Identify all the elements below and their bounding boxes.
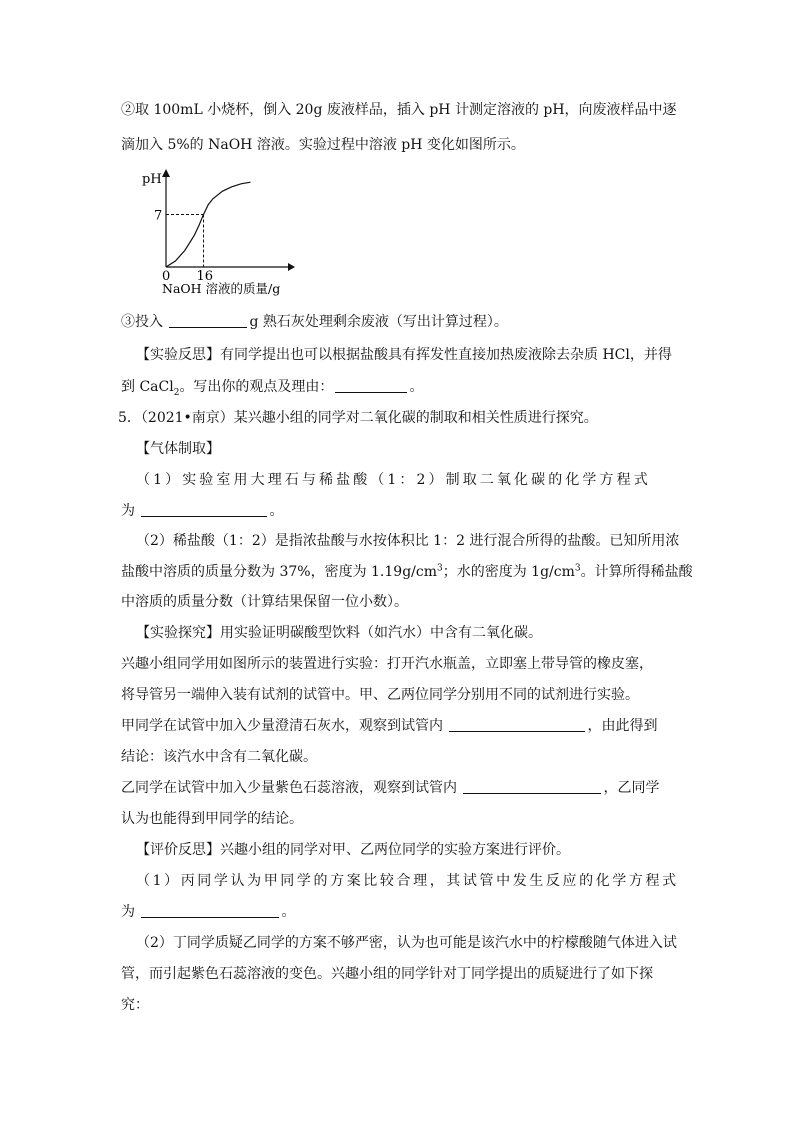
text-segment: 为 xyxy=(121,503,135,519)
text-segment: ，乙同学 xyxy=(603,780,660,796)
text-segment: 到 CaCl xyxy=(121,379,174,395)
text-line: 中溶质的质量分数（计算结果保留一位小数）。 xyxy=(121,594,408,610)
answer-blank[interactable] xyxy=(463,779,601,794)
x-tick-label: 16 xyxy=(196,269,214,284)
origin-label: 0 xyxy=(162,269,171,284)
text-line: 滴加入 5%的 NaOH 溶液。实验过程中溶液 pH 变化如图所示。 xyxy=(121,137,525,153)
text-segment: 。写出你的观点及理由： xyxy=(179,379,334,395)
answer-blank[interactable] xyxy=(169,313,247,328)
text-line: 认为也能得到甲同学的结论。 xyxy=(121,811,303,827)
text-line xyxy=(121,501,283,521)
superscript: 3 xyxy=(574,563,581,574)
text-segment: 甲同学在试管中加入少量澄清石灰水，观察到试管内 xyxy=(121,718,443,734)
x-axis-arrow xyxy=(288,263,295,271)
text-line xyxy=(121,377,423,397)
text-line: 结论：该汽水中含有二氧化碳。 xyxy=(121,749,317,765)
y-axis-arrow xyxy=(162,169,170,177)
text-segment: 为 xyxy=(121,904,135,920)
text-segment: ，由此得到 xyxy=(587,718,658,734)
text-line: 【实验反思】有同学提出也可以根据盐酸具有挥发性直接加热废液除去杂质 HCl，并得 xyxy=(136,347,672,363)
text-segment: 。 xyxy=(269,503,284,519)
text-segment: ③投入 xyxy=(121,314,163,330)
answer-blank[interactable] xyxy=(141,903,279,918)
text-line xyxy=(121,716,657,736)
y-tick-label: 7 xyxy=(154,208,163,224)
answer-blank[interactable] xyxy=(335,378,407,393)
text-segment: 盐酸中溶质的质量分数为 37%，密度为 1.19g/cm xyxy=(121,564,437,580)
text-line: 管，而引起紫色石蕊溶液的变色。兴趣小组的同学针对丁同学提出的质疑进行了如下探 xyxy=(121,966,653,982)
section-heading: 【气体制取】 xyxy=(136,441,220,457)
question-title: 5．（2021•南京）某兴趣小组的同学对二氧化碳的制取和相关性质进行探究。 xyxy=(118,410,598,426)
section-heading: 【评价反思】兴趣小组的同学对甲、乙两位同学的实验方案进行评价。 xyxy=(136,842,570,858)
text-line: （2）丁同学质疑乙同学的方案不够严密，认为也可能是该汽水中的柠檬酸随气体进入试 xyxy=(136,935,677,951)
text-segment: 。 xyxy=(281,904,296,920)
answer-blank[interactable] xyxy=(449,717,585,732)
y-axis-label: pH xyxy=(142,172,162,187)
text-line: 将导管另一端伸入装有试剂的试管中。甲、乙两位同学分别用不同的试剂进行实验。 xyxy=(121,687,639,703)
ph-chart xyxy=(138,166,308,298)
text-line: （2）稀盐酸（1：2）是指浓盐酸与水按体积比 1：2 进行混合所得的盐酸。已知所用浓 xyxy=(136,533,680,549)
text-line xyxy=(121,562,693,582)
x-axis-label: NaOH 溶液的质量/g xyxy=(162,281,281,296)
text-line: （1）实验室用大理石与稀盐酸（1：2）制取二氧化碳的化学方程式 xyxy=(136,472,651,488)
text-line xyxy=(121,902,295,922)
ph-curve xyxy=(166,182,251,267)
text-segment: ；水的密度为 1g/cm xyxy=(442,564,575,580)
text-segment: 。计算所得稀盐酸 xyxy=(580,564,693,580)
text-line: 究： xyxy=(121,997,149,1013)
text-line: （1）丙同学认为甲同学的方案比较合理，其试管中发生反应的化学方程式 xyxy=(136,873,679,889)
text-line xyxy=(121,778,659,798)
text-segment: g 熟石灰处理剩余废液（写出计算过程）。 xyxy=(249,314,508,330)
text-line: ②取 100mL 小烧杯，倒入 20g 废液样品，插入 pH 计测定溶液的 pH，向废液样品中逐 xyxy=(121,102,677,118)
text-line xyxy=(121,312,508,332)
superscript: 3 xyxy=(436,563,443,574)
text-line: 兴趣小组同学用如图所示的装置进行实验：打开汽水瓶盖，立即塞上带导管的橡皮塞， xyxy=(121,656,653,672)
text-segment: 乙同学在试管中加入少量紫色石蕊溶液，观察到试管内 xyxy=(121,780,457,796)
subscript: 2 xyxy=(173,387,180,398)
answer-blank[interactable] xyxy=(141,502,267,517)
section-heading: 【实验探究】用实验证明碳酸型饮料（如汽水）中含有二氧化碳。 xyxy=(136,625,542,641)
text-segment: 。 xyxy=(409,379,424,395)
